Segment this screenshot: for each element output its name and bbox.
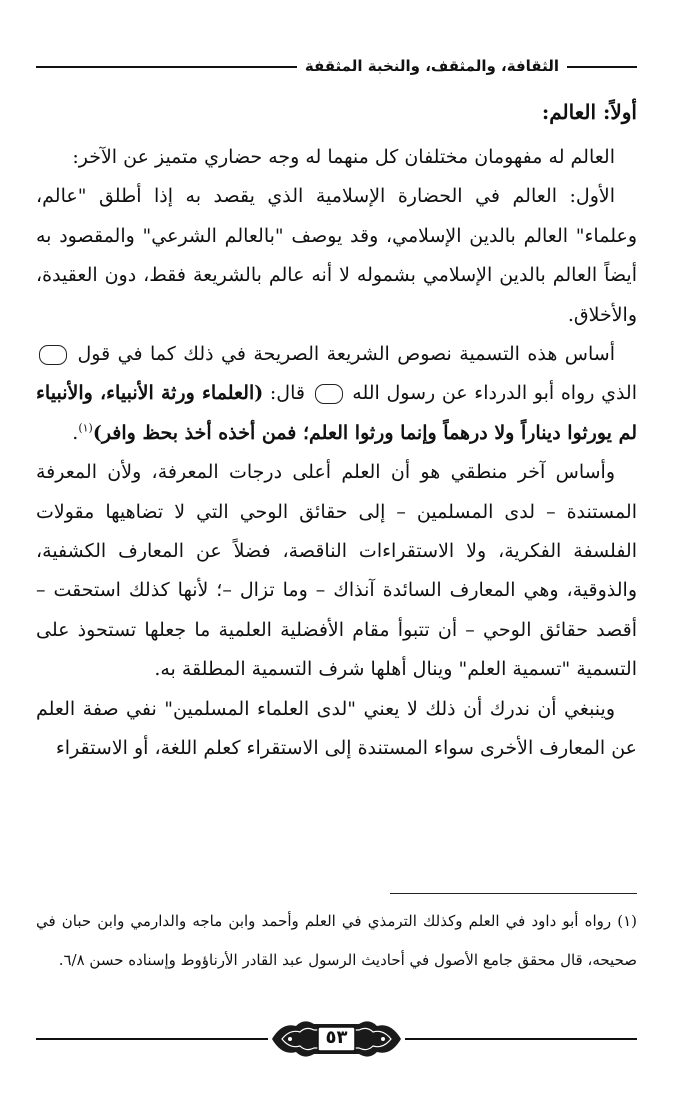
- hadith-quote: (العلماء ورثة الأنبياء، والأنبياء لم يورثوا ديناراً ولا درهماً وإنما ورثوا العلم؛ فمن أخذه أخذ بحظ وافر): [36, 382, 637, 444]
- page-footer: [36, 1016, 637, 1062]
- footnote-reference: (١): [78, 421, 93, 435]
- paragraph-3-end: .: [72, 421, 79, 444]
- footnote-1: (١) رواه أبو داود في العلم وكذلك الترمذي في العلم وأحمد وابن ماجه والدارمي وابن حبان في صحيحه، قال محقق جامع الأصول في أحاديث الرسول عبد القادر الأرناؤوط وإسناده حسن ٦/٨.: [36, 912, 637, 969]
- paragraph-1: العالم له مفهومان مختلفان كل منهما له وجه حضاري متميز عن الآخر:: [72, 146, 615, 168]
- paragraph-3-part-a: أساس هذه التسمية نصوص الشريعة الصريحة في ذلك كما في قول: [77, 343, 615, 366]
- paragraph-3-part-b: الذي رواه أبو الدرداء عن رسول الله: [352, 382, 637, 405]
- page-number: ٥٣: [325, 1027, 348, 1048]
- paragraph-2: الأول: العالم في الحضارة الإسلامية الذي يقصد به إذا أطلق "عالم، وعلماء" العالم بالدين الإسلامي، وقد يوصف "بالعالم الشرعي" والمقصود به أيضاً العالم بالدين الإسلامي بشموله لا أنه عالم بالشريعة فقط، دون العقيدة، والأخلاق.: [36, 185, 637, 326]
- running-header-title: الثقافة، والمثقف، والنخبة المثقفة: [297, 52, 567, 80]
- paragraph-3-part-c: قال:: [269, 382, 305, 405]
- paragraph-5: وينبغي أن ندرك أن ذلك لا يعني "لدى العلماء المسلمين" نفي صفة العلم عن المعارف الأخرى سواء المستندة إلى الاستقراء كعلم اللغة، أو الاستقراء: [36, 697, 637, 760]
- section-heading: أولاً: العالم:: [541, 100, 637, 124]
- paragraph-4: وأساس آخر منطقي هو أن العلم أعلى درجات المعرفة، ولأن المعرفة المستندة – لدى المسلمين – إلى حقائق الوحي التي لا تضاهيها مقولات الفلسفة الفكرية، ولا الاستقراءات الناقصة، فضلاً عن المعارف الكشفية، والذوقية، وهي المعارف السائدة آنذاك – وما تزال –؛ لأنها كذلك استحقت – أقصد حقائق الوحي – أن تتبوأ مقام الأفضلية العلمية ما جعلها تستحوذ على التسمية "تسمية العلم" وينال أهلها شرف التسمية المطلقة به.: [36, 461, 637, 681]
- salutation-glyph-icon: [315, 384, 343, 404]
- footnote-separator: [390, 893, 637, 894]
- running-header: [36, 52, 637, 80]
- salutation-glyph-icon: [39, 345, 67, 365]
- main-text: [36, 90, 637, 769]
- footnotes: [36, 902, 637, 980]
- paragraph-3: [36, 335, 637, 453]
